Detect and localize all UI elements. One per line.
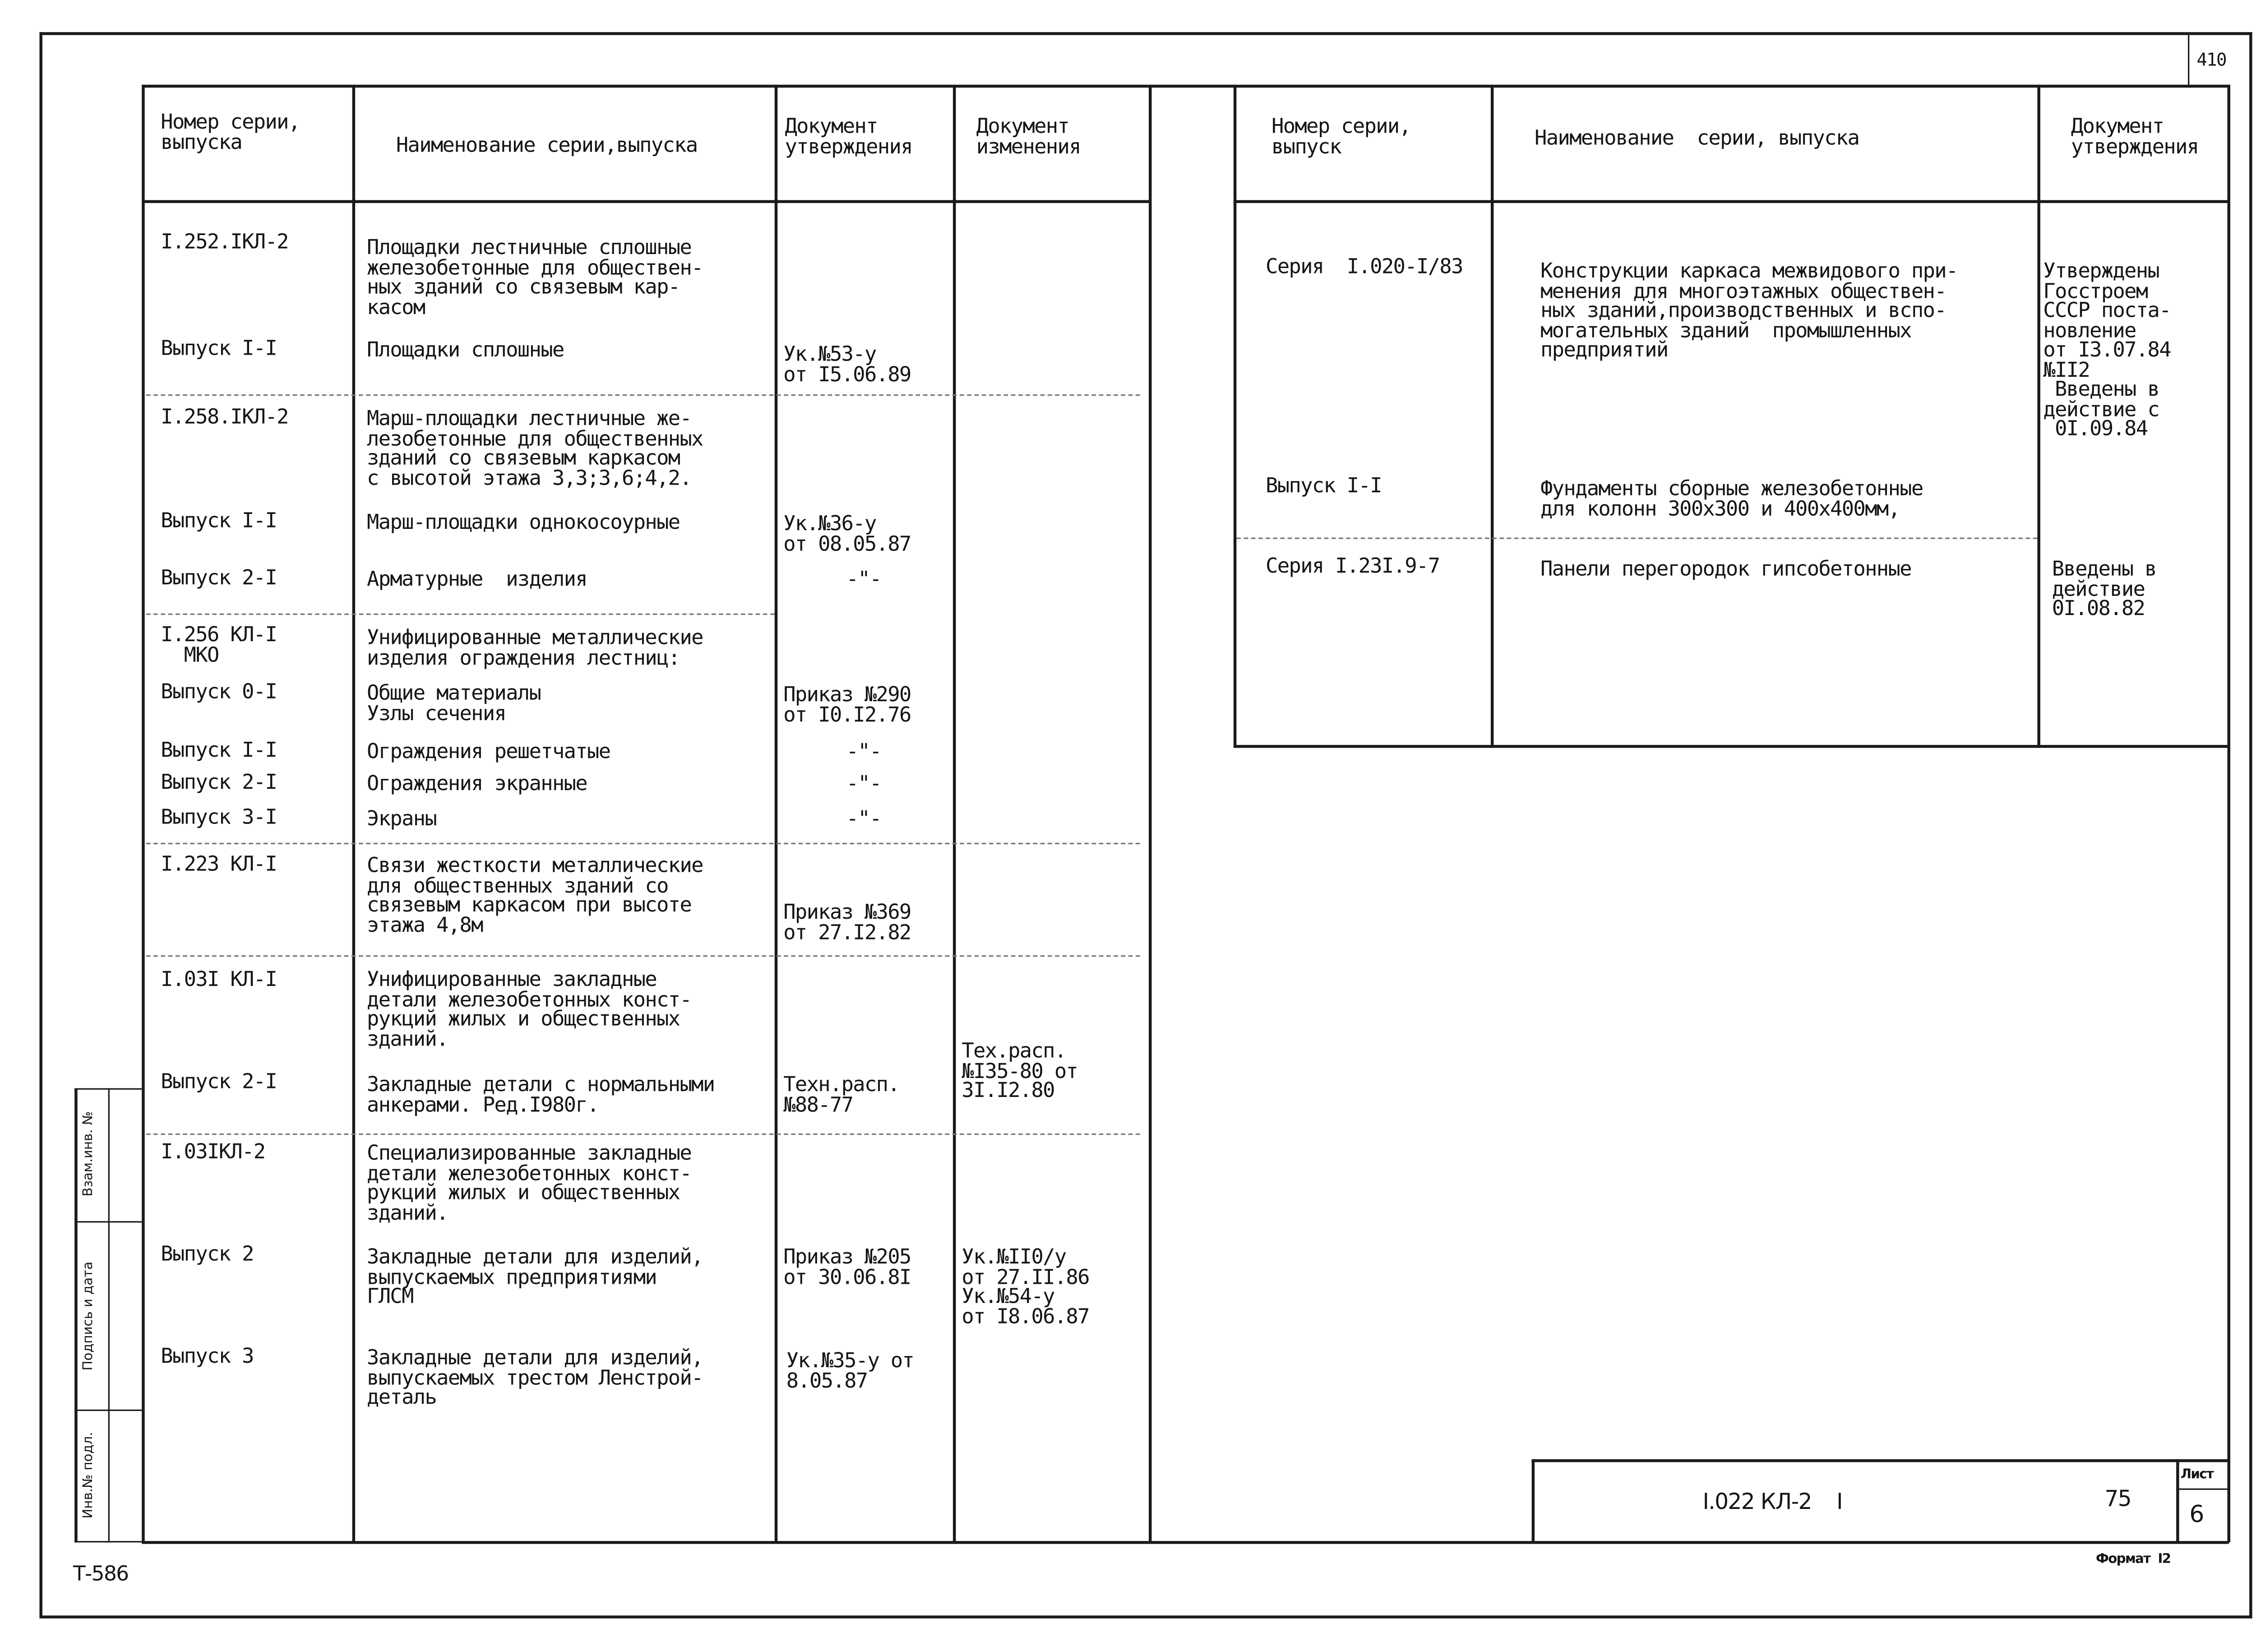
cell-series: Выпуск 2-I xyxy=(161,566,277,590)
cell-series: I.252.IКЛ-2 xyxy=(161,231,288,255)
right-cell-name: Конструкции каркаса межвидового при- менения для многоэтажных обществен- ных зданий,производственных и вспо- могательных зданий промышленных предприятий xyxy=(1540,260,1958,362)
left-col-divider-3 xyxy=(953,85,956,1543)
cell-series: I.256 КЛ-I МКО xyxy=(161,624,277,667)
cell-name: Ограждения решетчатые xyxy=(367,740,610,764)
cell-name: Марш-площадки лестничные же- лезобетонные для общественных зданий со связевым каркасом с высотой этажа 3,3;3,6;4,2. xyxy=(367,407,703,491)
left-header-approval: Документ утверждения xyxy=(785,115,912,159)
row-separator xyxy=(146,1134,1140,1135)
sheet-number-top: 410 xyxy=(2196,50,2226,70)
footer-stamp: Т-586 xyxy=(73,1563,129,1587)
right-header-name: Наименование серии, выпуска xyxy=(1535,127,1859,151)
right-cell-approval: Введены в действие 0I.08.82 xyxy=(2052,558,2156,621)
outer-frame-right xyxy=(2249,32,2252,1618)
cell-series: I.258.IКЛ-2 xyxy=(161,406,288,430)
cell-name: Марш-площадки однокосоурные xyxy=(367,511,680,535)
cell-series: I.03IКЛ-2 xyxy=(161,1141,265,1164)
cell-name: Связи жесткости металлические для общественных зданий со связевым каркасом при высоте этажа 4,8м xyxy=(367,854,703,937)
cell-series: I.223 КЛ-I xyxy=(161,853,277,877)
margin-stamp-left xyxy=(74,1088,77,1543)
cell-name: Экраны xyxy=(367,808,437,831)
cell-series: Выпуск I-I xyxy=(161,739,277,763)
cell-approval: -"- xyxy=(846,740,881,764)
cell-approval: Приказ №290 от I0.I2.76 xyxy=(783,683,911,727)
cell-approval: Техн.расп. №88-77 xyxy=(783,1074,900,1117)
margin-stamp-top xyxy=(74,1088,142,1090)
sheet-no-box-line xyxy=(2188,35,2189,88)
right-header-underline xyxy=(1234,200,2230,203)
cell-name: Площадки лестничные сплошные железобетонные для обществен- ных зданий со связевым кар- касом xyxy=(367,236,703,319)
right-header-series: Номер серии, выпуск xyxy=(1271,115,1411,159)
cell-name: Унифицированные закладные детали железобетонных конст- рукций жилых и общественных зданий. xyxy=(367,968,692,1051)
title-block-top xyxy=(1532,1459,2229,1462)
row-separator xyxy=(146,394,1140,396)
cell-series: Выпуск 3 xyxy=(161,1345,254,1369)
title-block-page-count: 75 xyxy=(2104,1485,2131,1512)
cell-name: Специализированные закладные детали железобетонных конст- рукций жилых и общественных зданий. xyxy=(367,1142,692,1225)
title-block-sheet-label: Лист xyxy=(2180,1468,2214,1483)
inner-frame-bottom xyxy=(142,1541,2229,1544)
cell-series: Выпуск 2-I xyxy=(161,1070,277,1094)
right-col-divider-1 xyxy=(1491,85,1493,748)
title-block-sheet-line xyxy=(2176,1489,2229,1490)
cell-name: Закладные детали с нормальными анкерами. Ред.I980г. xyxy=(367,1074,715,1117)
left-header-series: Номер серии, выпуска xyxy=(161,111,300,155)
cell-series: I.03I КЛ-I xyxy=(161,968,277,992)
left-header-underline xyxy=(142,200,1151,203)
cell-name: Унифицированные металлические изделия ограждения лестниц: xyxy=(367,626,703,670)
title-block-left xyxy=(1532,1459,1535,1543)
outer-frame-left xyxy=(39,32,42,1618)
right-table-bottom xyxy=(1234,745,2230,748)
row-separator xyxy=(146,955,1140,957)
right-cell-series: Серия I.23I.9-7 xyxy=(1266,555,1440,578)
margin-stamp-bottom xyxy=(74,1541,142,1542)
cell-name: Закладные детали для изделий, выпускаемых трестом Ленстрой- деталь xyxy=(367,1347,703,1410)
cell-approval: Приказ №369 от 27.I2.82 xyxy=(783,901,911,944)
cell-name: Арматурные изделия xyxy=(367,568,587,592)
cell-change: Тех.расп. №I35-80 от 3I.I2.80 xyxy=(962,1040,1078,1103)
margin-label-replace-inv: Взам.инв. № xyxy=(82,1111,97,1197)
row-separator xyxy=(146,843,1140,844)
cell-series: Выпуск I-I xyxy=(161,509,277,533)
right-cell-name: Панели перегородок гипсобетонные xyxy=(1540,558,1911,582)
inner-frame-right xyxy=(2228,85,2230,1543)
outer-frame-bottom xyxy=(39,1615,2252,1618)
cell-approval: Ук.№35-у от 8.05.87 xyxy=(786,1349,914,1393)
margin-stamp-div2 xyxy=(74,1410,142,1411)
right-cell-series: Серия I.020-I/83 xyxy=(1266,255,1463,279)
cell-change: Ук.№II0/у от 27.II.86 Ук.№54-у от I8.06.87 xyxy=(962,1246,1089,1329)
margin-stamp-mid xyxy=(108,1088,110,1543)
right-table-left xyxy=(1234,85,1236,748)
cell-name: Закладные детали для изделий, выпускаемых предприятиями ГЛСМ xyxy=(367,1246,703,1309)
title-block-sheet-divider xyxy=(2176,1459,2179,1543)
title-block-code: I.022 КЛ-2 I xyxy=(1702,1488,1842,1515)
cell-series: Выпуск I-I xyxy=(161,337,277,361)
right-row-separator xyxy=(1236,537,2037,539)
cell-approval: -"- xyxy=(846,808,881,831)
right-col-divider-2 xyxy=(2037,85,2040,748)
row-separator xyxy=(146,614,775,615)
right-cell-series: Выпуск I-I xyxy=(1266,475,1382,498)
cell-series: Выпуск 3-I xyxy=(161,806,277,830)
cell-approval: Приказ №205 от 30.06.8I xyxy=(783,1246,911,1289)
margin-label-inv-no: Инв.№ подл. xyxy=(82,1432,97,1519)
margin-stamp-div1 xyxy=(74,1221,142,1222)
cell-approval: -"- xyxy=(846,568,881,592)
footer-format: Формат I2 xyxy=(2096,1552,2171,1568)
right-header-approval: Документ утверждения xyxy=(2071,115,2199,159)
left-col-divider-4 xyxy=(1149,85,1151,1543)
inner-frame-top xyxy=(142,85,2229,88)
margin-label-signature-date: Подпись и дата xyxy=(82,1261,97,1371)
cell-approval: -"- xyxy=(846,773,881,796)
left-col-divider-2 xyxy=(775,85,777,1543)
outer-frame-top xyxy=(39,32,2252,35)
cell-series: Выпуск 0-I xyxy=(161,680,277,704)
right-cell-approval: Утверждены Госстроем СССР поста- новление от I3.07.84 №II2 Введены в действие с 0I.09.84 xyxy=(2043,260,2171,441)
cell-series: Выпуск 2-I xyxy=(161,771,277,795)
cell-name: Ограждения экранные xyxy=(367,773,587,796)
cell-name: Площадки сплошные xyxy=(367,338,564,362)
cell-approval: Ук.№36-у от 08.05.87 xyxy=(783,513,911,556)
left-header-change: Документ изменения xyxy=(976,115,1081,159)
cell-series: Выпуск 2 xyxy=(161,1243,254,1267)
cell-approval: Ук.№53-у от I5.06.89 xyxy=(783,343,911,387)
title-block-sheet-value: 6 xyxy=(2189,1500,2204,1528)
cell-name: Общие материалы Узлы сечения xyxy=(367,682,541,726)
right-cell-name: Фундаменты сборные железобетонные для колонн 300х300 и 400х400мм, xyxy=(1540,477,1923,521)
left-header-name: Наименование серии,выпуска xyxy=(396,134,698,158)
left-col-divider-1 xyxy=(352,85,355,1543)
inner-frame-left xyxy=(142,85,144,1543)
